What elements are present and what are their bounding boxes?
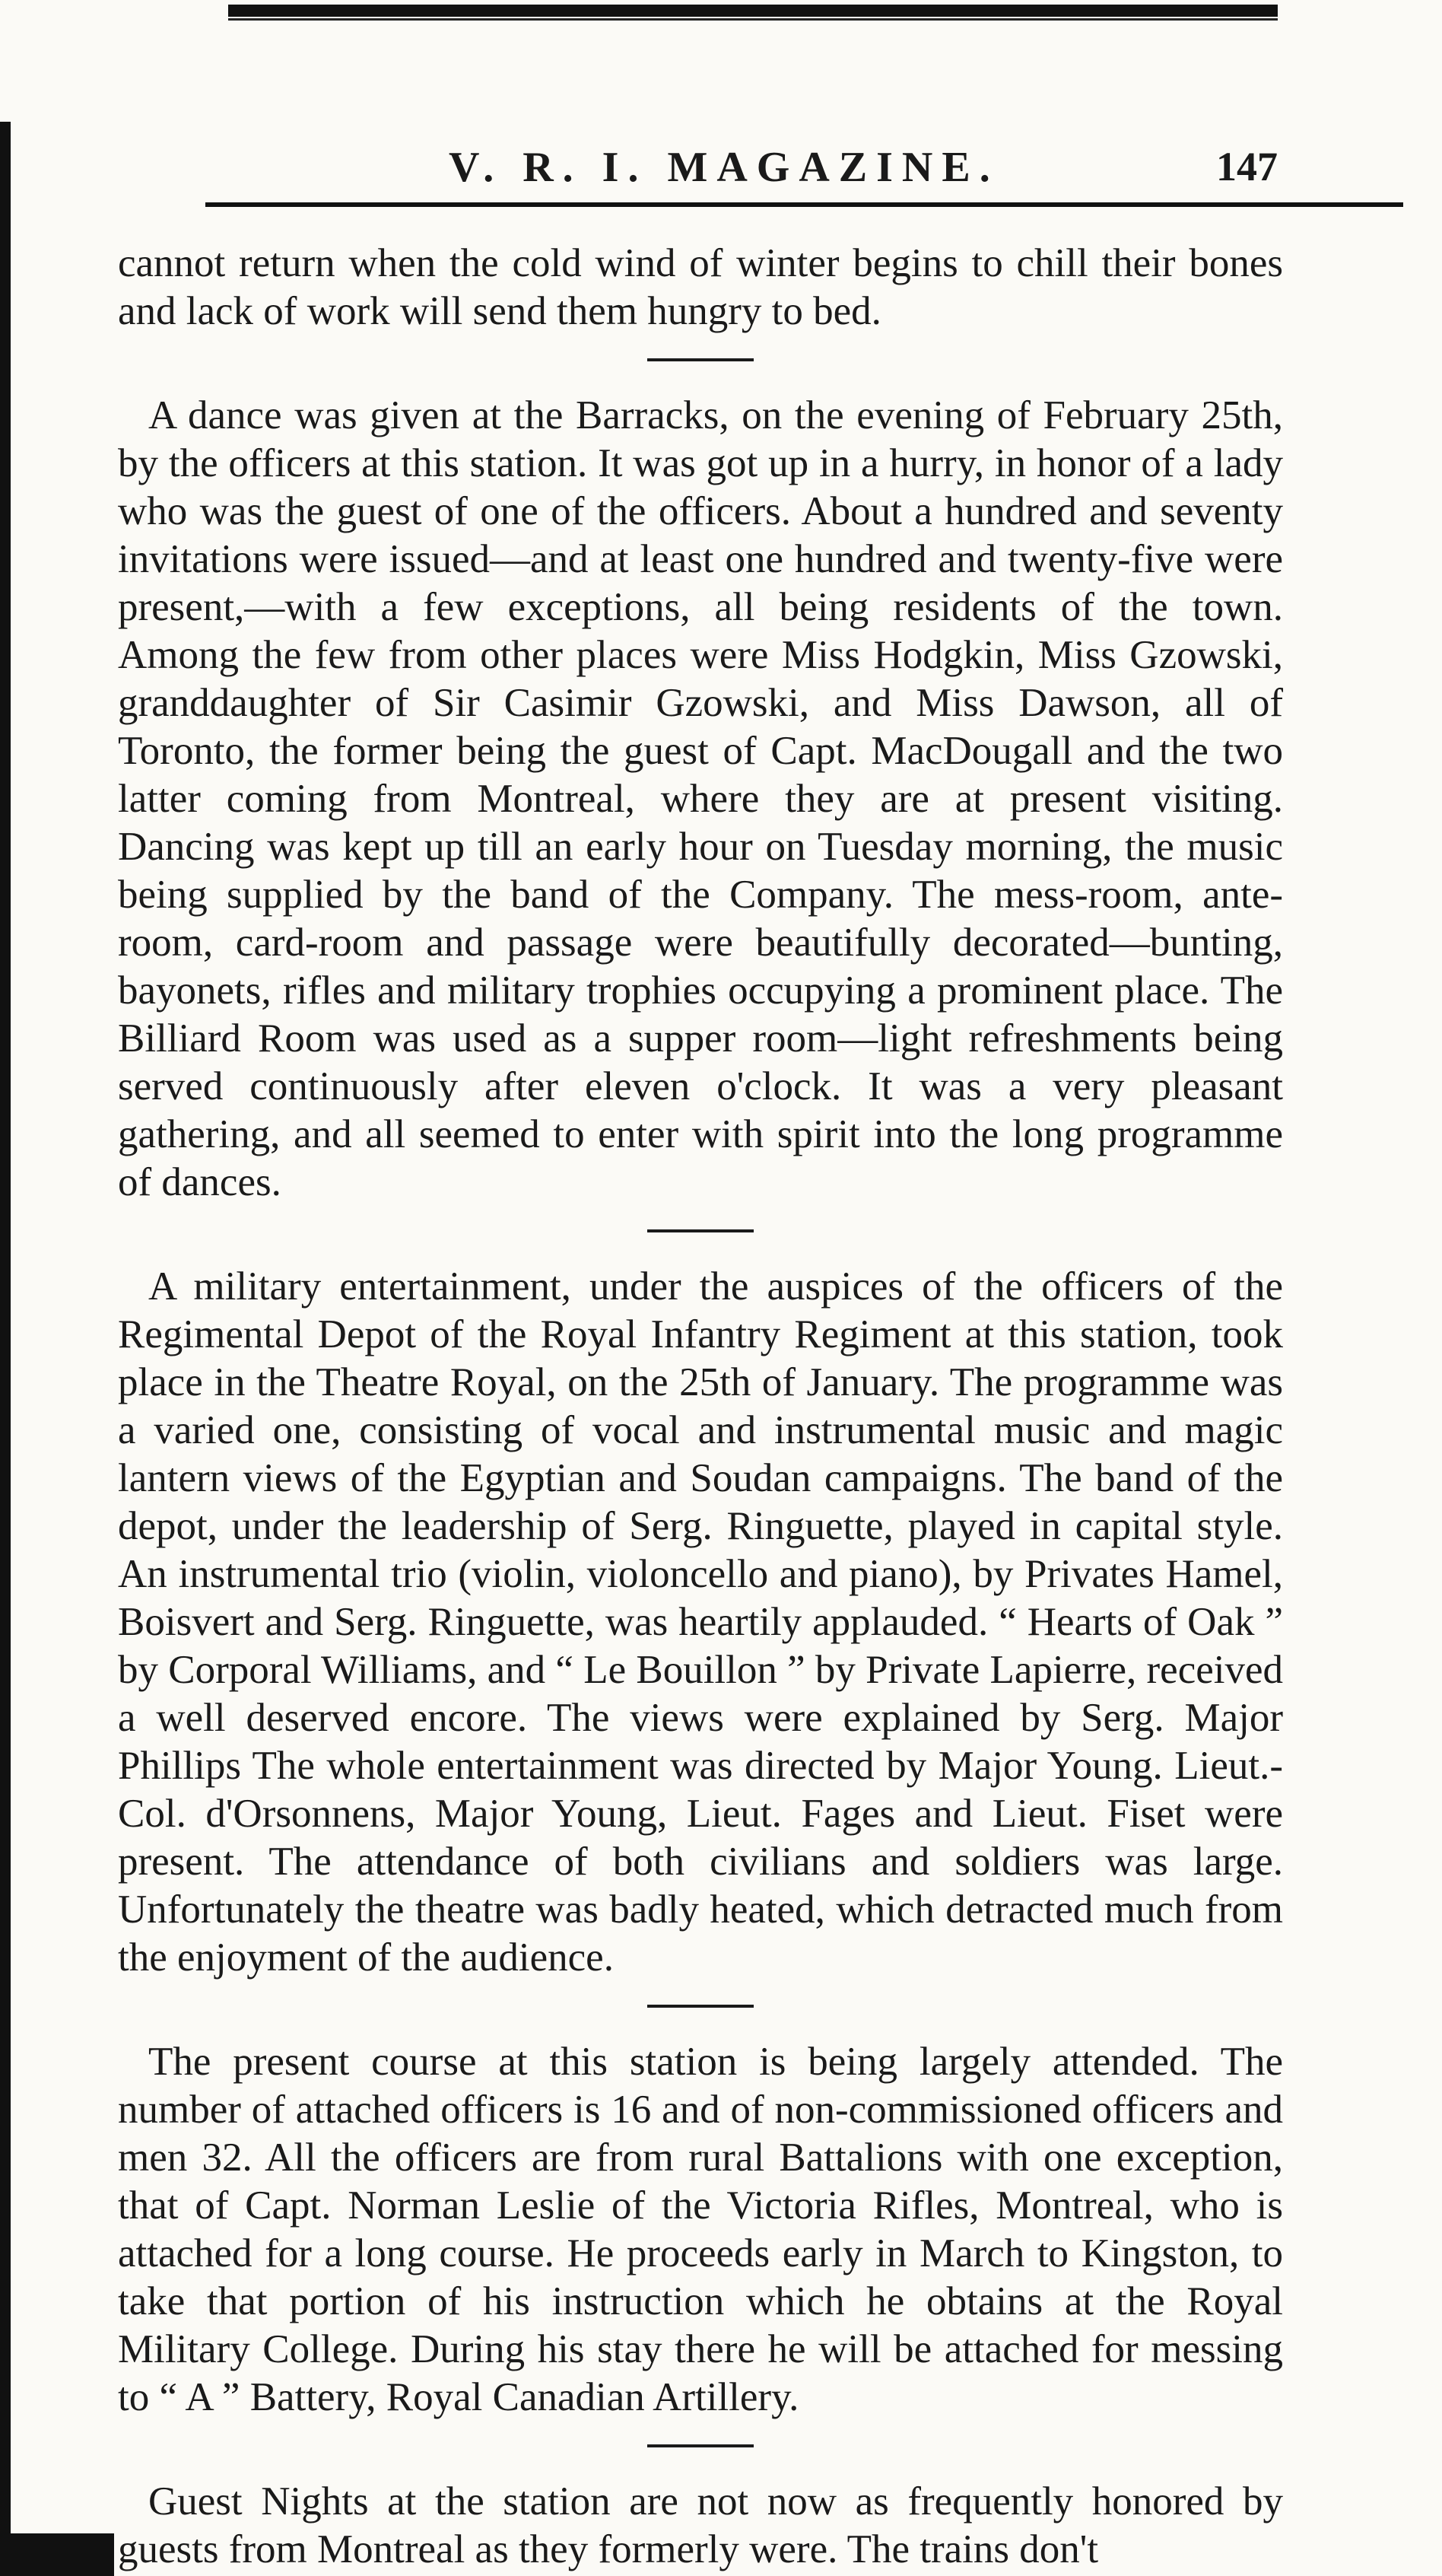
paragraph-entertainment: A military entertainment, under the auspices of the officers of the Regimental Depot of the Royal Infantry Regiment at this station, took place in the Theatre Royal, on the 25th of January. The programme was a varied one, consisting of vocal and instrumental music and magic lantern views of the Egyptian and Soudan campaigns. The band of the depot, under the leadership of Serg. Ringuette, played in capital style. An instrumental trio (violin, violoncello and piano), by Privates Hamel, Boisvert and Serg. Ringuette, was heartily applauded. “ Hearts of Oak ” by Corporal Williams, and “ Le Bouillon ” by Private Lapierre, received a well deserved encore. The views were explained by Serg. Major Phillips The whole entertainment was directed by Major Young. Lieut.-Col. d'Orsonnens, Major Young, Lieut. Fages and Lieut. Fiset were present. The attendance of both civilians and soldiers was large. Unfortunately the theatre was badly heated, which detracted much from the enjoyment of the audience. — [118, 1264, 1283, 1980]
left-scan-foot — [0, 2533, 114, 2576]
paragraph-dance: A dance was given at the Barracks, on the evening of February 25th, by the officers at this station. It was got up in a hurry, in honor of a lady who was the guest of one of the officers. About a hundred and seventy invitations were issued—and at least one hundred and twenty-five were present,—with a few exceptions, all being residents of the town. Among the few from other places were Miss Hodgkin, Miss Gzowski, granddaughter of Sir Casimir Gzowski, and Miss Dawson, all of Toronto, the former being the guest of Capt. MacDougall and the two latter coming from Montreal, where they are at present visiting. Dancing was kept up till an early hour on Tuesday morning, the music being supplied by the band of the Company. The mess-room, ante-room, card-room and passage were beautifully decorated—bunting, bayonets, rifles and military trophies occupying a prominent place. The Billiard Room was used as a supper room—light refreshments being served continuously after eleven o'clock. It was a very pleasant gathering, and all seemed to enter with spirit into the long programme of dances. — [118, 393, 1283, 1204]
article-body — [118, 240, 1283, 2574]
paragraph-guest-nights: Guest Nights at the station are not now as frequently honored by guests from Montreal as they formerly were. The trains don't — [118, 2479, 1283, 2571]
paragraph-course: The present course at this station is being largely attended. The number of attached officers is 16 and of non-commissioned officers and men 32. All the officers are from rural Battalions with one exception, that of Capt. Norman Leslie of the Victoria Rifles, Montreal, who is attached for a long course. He proceeds early in March to Kingston, to take that portion of his instruction which he obtains at the Royal Military College. During his stay there he will be attached for messing to “ A ” Battery, Royal Canadian Artillery. — [118, 2040, 1283, 2419]
paragraph-continuation: cannot return when the cold wind of winter begins to chill their bones and lack of work will send them hungry to bed. — [118, 241, 1283, 333]
top-border-rule — [228, 5, 1278, 17]
page-number: 147 — [1216, 144, 1278, 189]
section-divider — [647, 1229, 754, 1232]
header-rule — [205, 202, 1403, 207]
left-scan-border — [0, 122, 11, 2576]
top-border-thin-rule — [228, 18, 1278, 21]
section-divider — [647, 2444, 754, 2447]
section-divider — [647, 358, 754, 361]
section-divider — [647, 2005, 754, 2008]
running-title: V. R. I. MAGAZINE. — [449, 144, 999, 191]
page-header — [122, 137, 1278, 205]
